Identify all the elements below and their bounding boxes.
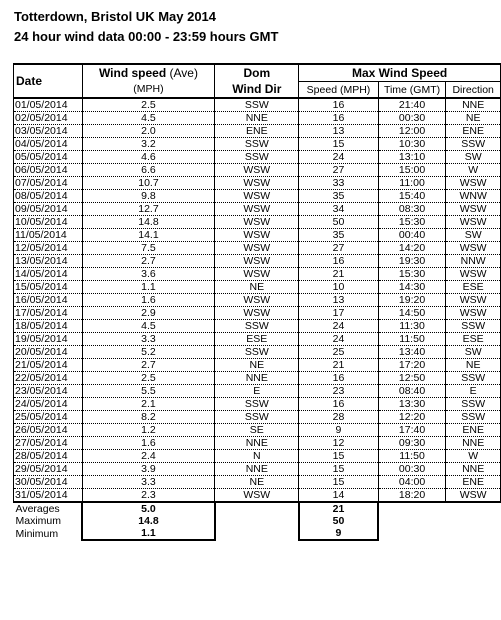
max-speed-cell: 15	[299, 476, 378, 489]
max-direction-cell: SW	[446, 229, 501, 242]
max-time-cell: 11:50	[378, 333, 446, 346]
max-time-cell: 12:00	[378, 125, 446, 138]
max-speed-cell: 16	[299, 372, 378, 385]
max-time-cell: 14:30	[378, 281, 446, 294]
max-direction-cell: E	[446, 385, 501, 398]
date-cell: 23/05/2014	[14, 385, 83, 398]
max-speed-cell: 27	[299, 242, 378, 255]
wind-speed-cell: 2.4	[82, 450, 215, 463]
header-row-2	[14, 82, 501, 99]
wind-speed-cell: 4.6	[82, 151, 215, 164]
dom-wind-dir-cell: NE	[215, 359, 299, 372]
max-time-cell: 00:30	[378, 112, 446, 125]
table-row	[14, 294, 501, 307]
table-row	[14, 242, 501, 255]
wind-speed-cell: 8.2	[82, 411, 215, 424]
date-cell: 30/05/2014	[14, 476, 83, 489]
wind-data-table	[13, 63, 501, 541]
wind-speed-cell: 2.5	[82, 372, 215, 385]
date-cell: 15/05/2014	[14, 281, 83, 294]
wind-speed-cell: 3.6	[82, 268, 215, 281]
table-row	[14, 424, 501, 437]
max-direction-cell: ESE	[446, 333, 501, 346]
wind-speed-unit: (MPH)	[82, 82, 215, 99]
dom-wind-dir-cell: E	[215, 385, 299, 398]
date-cell: 27/05/2014	[14, 437, 83, 450]
wind-speed-cell: 12.7	[82, 203, 215, 216]
summary-wind-speed: 1.1	[82, 527, 215, 540]
date-cell: 29/05/2014	[14, 463, 83, 476]
dom-wind-dir-cell: WSW	[215, 242, 299, 255]
max-speed-cell: 16	[299, 398, 378, 411]
wind-speed-label: Wind speed	[98, 66, 167, 81]
date-cell: 18/05/2014	[14, 320, 83, 333]
summary-label: Minimum	[15, 527, 59, 540]
max-direction-cell: ENE	[446, 424, 501, 437]
max-speed-cell: 25	[299, 346, 378, 359]
date-cell: 01/05/2014	[14, 98, 83, 112]
date-cell: 28/05/2014	[14, 450, 83, 463]
wind-speed-cell: 2.5	[82, 98, 215, 112]
time-gmt-header: Time (GMT)	[378, 82, 446, 99]
max-direction-cell: SSW	[446, 138, 501, 151]
date-cell: 11/05/2014	[14, 229, 83, 242]
max-speed-cell: 16	[299, 98, 378, 112]
max-time-cell: 15:00	[378, 164, 446, 177]
date-cell: 26/05/2014	[14, 424, 83, 437]
max-direction-cell: SSW	[446, 398, 501, 411]
date-cell: 10/05/2014	[14, 216, 83, 229]
table-row	[14, 151, 501, 164]
table-row	[14, 346, 501, 359]
dom-wind-dir-cell: NNE	[215, 437, 299, 450]
date-cell: 05/05/2014	[14, 151, 83, 164]
max-time-cell: 19:20	[378, 294, 446, 307]
date-cell: 02/05/2014	[14, 112, 83, 125]
max-direction-cell: NNE	[446, 463, 501, 476]
wind-speed-cell: 1.2	[82, 424, 215, 437]
max-speed-cell: 9	[299, 424, 378, 437]
date-cell: 22/05/2014	[14, 372, 83, 385]
max-speed-cell: 21	[299, 359, 378, 372]
date-cell: 19/05/2014	[14, 333, 83, 346]
table-row	[14, 281, 501, 294]
max-speed-cell: 13	[299, 125, 378, 138]
dom-wind-dir-cell: WSW	[215, 216, 299, 229]
summary-blank	[215, 515, 299, 527]
wind-speed-cell: 7.5	[82, 242, 215, 255]
max-time-cell: 14:50	[378, 307, 446, 320]
dom-wind-dir-cell: WSW	[215, 294, 299, 307]
max-time-cell: 15:30	[378, 268, 446, 281]
max-direction-cell: NE	[446, 359, 501, 372]
max-direction-cell: WSW	[446, 307, 501, 320]
max-time-cell: 18:20	[378, 489, 446, 503]
max-speed-cell: 13	[299, 294, 378, 307]
date-cell: 17/05/2014	[14, 307, 83, 320]
table-row	[14, 203, 501, 216]
max-direction-cell: WSW	[446, 294, 501, 307]
wind-speed-cell: 3.2	[82, 138, 215, 151]
dom-wind-dir-cell: SE	[215, 424, 299, 437]
max-direction-cell: WNW	[446, 190, 501, 203]
summary-wind-speed: 14.8	[82, 515, 215, 527]
dom-wind-dir-cell: ESE	[215, 333, 299, 346]
max-direction-cell: NNE	[446, 437, 501, 450]
max-time-cell: 13:10	[378, 151, 446, 164]
table-row	[14, 463, 501, 476]
max-speed-cell: 23	[299, 385, 378, 398]
table-row	[14, 320, 501, 333]
date-cell: 03/05/2014	[14, 125, 83, 138]
summary-blank	[446, 527, 501, 540]
wind-speed-cell: 3.3	[82, 333, 215, 346]
table-row	[14, 476, 501, 489]
table-row	[14, 489, 501, 503]
dom-wind-dir-cell: WSW	[215, 229, 299, 242]
table-row	[14, 307, 501, 320]
max-time-cell: 11:50	[378, 450, 446, 463]
wind-speed-cell: 6.6	[82, 164, 215, 177]
summary-max-speed: 21	[299, 502, 378, 515]
max-direction-cell: SSW	[446, 320, 501, 333]
table-row	[14, 216, 501, 229]
max-speed-cell: 33	[299, 177, 378, 190]
date-cell: 12/05/2014	[14, 242, 83, 255]
page-subtitle: 24 hour wind data 00:00 - 23:59 hours GMT	[14, 29, 279, 44]
max-direction-cell: WSW	[446, 203, 501, 216]
dom-header: Dom	[215, 64, 299, 82]
table-row	[14, 177, 501, 190]
max-speed-cell: 35	[299, 229, 378, 242]
date-cell: 08/05/2014	[14, 190, 83, 203]
max-speed-cell: 24	[299, 151, 378, 164]
max-direction-cell: SW	[446, 151, 501, 164]
summary-label: Maximum	[15, 515, 62, 527]
dom-wind-dir-cell: WSW	[215, 164, 299, 177]
wind-speed-cell: 9.8	[82, 190, 215, 203]
header-row-1	[14, 64, 501, 82]
dom-wind-dir-cell: WSW	[215, 489, 299, 503]
table-row	[14, 229, 501, 242]
max-speed-cell: 24	[299, 320, 378, 333]
summary-max-speed: 50	[299, 515, 378, 527]
table-row	[14, 359, 501, 372]
summary-blank	[378, 515, 446, 527]
max-direction-cell: WSW	[446, 216, 501, 229]
summary-blank	[446, 515, 501, 527]
wind-speed-cell: 2.7	[82, 255, 215, 268]
max-time-cell: 08:30	[378, 203, 446, 216]
max-time-cell: 04:00	[378, 476, 446, 489]
dom-wind-dir-cell: SSW	[215, 346, 299, 359]
max-time-cell: 00:30	[378, 463, 446, 476]
max-time-cell: 17:20	[378, 359, 446, 372]
dom-wind-dir-cell: SSW	[215, 138, 299, 151]
max-direction-cell: SSW	[446, 372, 501, 385]
max-speed-cell: 17	[299, 307, 378, 320]
dom-wind-dir-cell: SSW	[215, 411, 299, 424]
dom-wind-dir-cell: NE	[215, 476, 299, 489]
dom-wind-dir-cell: WSW	[215, 177, 299, 190]
max-direction-cell: NNW	[446, 255, 501, 268]
dom-wind-dir-cell: SSW	[215, 151, 299, 164]
summary-label: Averages	[15, 503, 60, 515]
wind-speed-cell: 2.0	[82, 125, 215, 138]
date-cell: 16/05/2014	[14, 294, 83, 307]
max-direction-cell: NNE	[446, 98, 501, 112]
dom-wind-dir-cell: WSW	[215, 307, 299, 320]
max-time-cell: 08:40	[378, 385, 446, 398]
table-row	[14, 333, 501, 346]
dom-wind-dir-cell: NNE	[215, 112, 299, 125]
max-direction-cell: ESE	[446, 281, 501, 294]
dom-wind-dir-cell: WSW	[215, 268, 299, 281]
dom-wind-dir-cell: SSW	[215, 98, 299, 112]
table-row	[14, 125, 501, 138]
dom-wind-dir-cell: WSW	[215, 203, 299, 216]
date-cell: 13/05/2014	[14, 255, 83, 268]
max-direction-cell: WSW	[446, 242, 501, 255]
table-row	[14, 437, 501, 450]
date-cell: 04/05/2014	[14, 138, 83, 151]
date-cell: 07/05/2014	[14, 177, 83, 190]
max-speed-cell: 28	[299, 411, 378, 424]
summary-max-speed: 9	[299, 527, 378, 540]
max-direction-cell: WSW	[446, 177, 501, 190]
max-speed-cell: 35	[299, 190, 378, 203]
table-row	[14, 112, 501, 125]
max-wind-speed-header: Max Wind Speed	[299, 64, 501, 82]
summary-row	[14, 502, 501, 515]
wind-speed-cell: 4.5	[82, 112, 215, 125]
wind-speed-cell: 2.9	[82, 307, 215, 320]
date-cell: 24/05/2014	[14, 398, 83, 411]
wind-speed-cell: 5.5	[82, 385, 215, 398]
max-direction-cell: ENE	[446, 476, 501, 489]
max-time-cell: 13:40	[378, 346, 446, 359]
wind-speed-cell: 3.9	[82, 463, 215, 476]
date-cell: 31/05/2014	[14, 489, 83, 503]
dom-wind-dir-cell: WSW	[215, 190, 299, 203]
wind-speed-cell: 2.7	[82, 359, 215, 372]
max-direction-cell: SSW	[446, 411, 501, 424]
dom-wind-dir-cell: ENE	[215, 125, 299, 138]
max-direction-cell: WSW	[446, 268, 501, 281]
date-cell: 06/05/2014	[14, 164, 83, 177]
wind-speed-cell: 1.6	[82, 437, 215, 450]
table-row	[14, 164, 501, 177]
table-row	[14, 268, 501, 281]
speed-mph-header: Speed (MPH)	[299, 82, 378, 99]
max-time-cell: 12:20	[378, 411, 446, 424]
table-row	[14, 398, 501, 411]
dom-wind-dir-cell: SSW	[215, 320, 299, 333]
direction-header: Direction	[446, 82, 501, 99]
max-time-cell: 13:30	[378, 398, 446, 411]
max-speed-cell: 15	[299, 138, 378, 151]
max-speed-cell: 16	[299, 255, 378, 268]
wind-speed-cell: 1.1	[82, 281, 215, 294]
max-speed-cell: 16	[299, 112, 378, 125]
max-time-cell: 15:30	[378, 216, 446, 229]
max-speed-cell: 50	[299, 216, 378, 229]
dom-wind-dir-cell: NNE	[215, 463, 299, 476]
table-row	[14, 98, 501, 112]
max-time-cell: 10:30	[378, 138, 446, 151]
table-row	[14, 450, 501, 463]
table-row	[14, 138, 501, 151]
date-cell: 09/05/2014	[14, 203, 83, 216]
max-direction-cell: W	[446, 450, 501, 463]
max-time-cell: 14:20	[378, 242, 446, 255]
wind-dir-header: Wind Dir	[215, 82, 299, 99]
dom-wind-dir-cell: NNE	[215, 372, 299, 385]
max-speed-cell: 24	[299, 333, 378, 346]
max-speed-cell: 14	[299, 489, 378, 503]
date-cell: 20/05/2014	[14, 346, 83, 359]
summary-row	[14, 527, 501, 540]
max-speed-cell: 10	[299, 281, 378, 294]
max-direction-cell: SW	[446, 346, 501, 359]
max-time-cell: 11:30	[378, 320, 446, 333]
max-time-cell: 09:30	[378, 437, 446, 450]
max-speed-cell: 15	[299, 463, 378, 476]
wind-speed-cell: 1.6	[82, 294, 215, 307]
dom-wind-dir-cell: WSW	[215, 255, 299, 268]
max-time-cell: 17:40	[378, 424, 446, 437]
max-time-cell: 19:30	[378, 255, 446, 268]
dom-wind-dir-cell: NE	[215, 281, 299, 294]
summary-blank	[215, 502, 299, 515]
summary-blank	[378, 502, 446, 515]
wind-speed-cell: 14.8	[82, 216, 215, 229]
page-title: Totterdown, Bristol UK May 2014	[14, 9, 217, 24]
wind-speed-cell: 3.3	[82, 476, 215, 489]
wind-speed-cell: 4.5	[82, 320, 215, 333]
max-direction-cell: ENE	[446, 125, 501, 138]
max-speed-cell: 15	[299, 450, 378, 463]
max-speed-cell: 12	[299, 437, 378, 450]
wind-speed-cell: 2.1	[82, 398, 215, 411]
wind-speed-cell: 14.1	[82, 229, 215, 242]
max-speed-cell: 34	[299, 203, 378, 216]
summary-blank	[215, 527, 299, 540]
table-row	[14, 190, 501, 203]
max-direction-cell: NE	[446, 112, 501, 125]
wind-speed-cell: 2.3	[82, 489, 215, 503]
dom-wind-dir-cell: SSW	[215, 398, 299, 411]
date-cell: 14/05/2014	[14, 268, 83, 281]
wind-speed-cell: 10.7	[82, 177, 215, 190]
max-time-cell: 00:40	[378, 229, 446, 242]
max-time-cell: 15:40	[378, 190, 446, 203]
summary-row	[14, 515, 501, 527]
wind-speed-header	[82, 64, 215, 82]
wind-speed-cell: 5.2	[82, 346, 215, 359]
date-header: Date	[14, 64, 83, 98]
summary-blank	[446, 502, 501, 515]
max-time-cell: 21:40	[378, 98, 446, 112]
dom-wind-dir-cell: N	[215, 450, 299, 463]
table-row	[14, 411, 501, 424]
date-cell: 25/05/2014	[14, 411, 83, 424]
summary-wind-speed: 5.0	[82, 502, 215, 515]
max-direction-cell: W	[446, 164, 501, 177]
table-row	[14, 385, 501, 398]
max-time-cell: 12:50	[378, 372, 446, 385]
date-cell: 21/05/2014	[14, 359, 83, 372]
max-direction-cell: WSW	[446, 489, 501, 503]
max-speed-cell: 27	[299, 164, 378, 177]
max-time-cell: 11:00	[378, 177, 446, 190]
wind-speed-suffix: (Ave)	[166, 66, 198, 81]
max-speed-cell: 21	[299, 268, 378, 281]
table-row	[14, 372, 501, 385]
table-row	[14, 255, 501, 268]
summary-blank	[378, 527, 446, 540]
